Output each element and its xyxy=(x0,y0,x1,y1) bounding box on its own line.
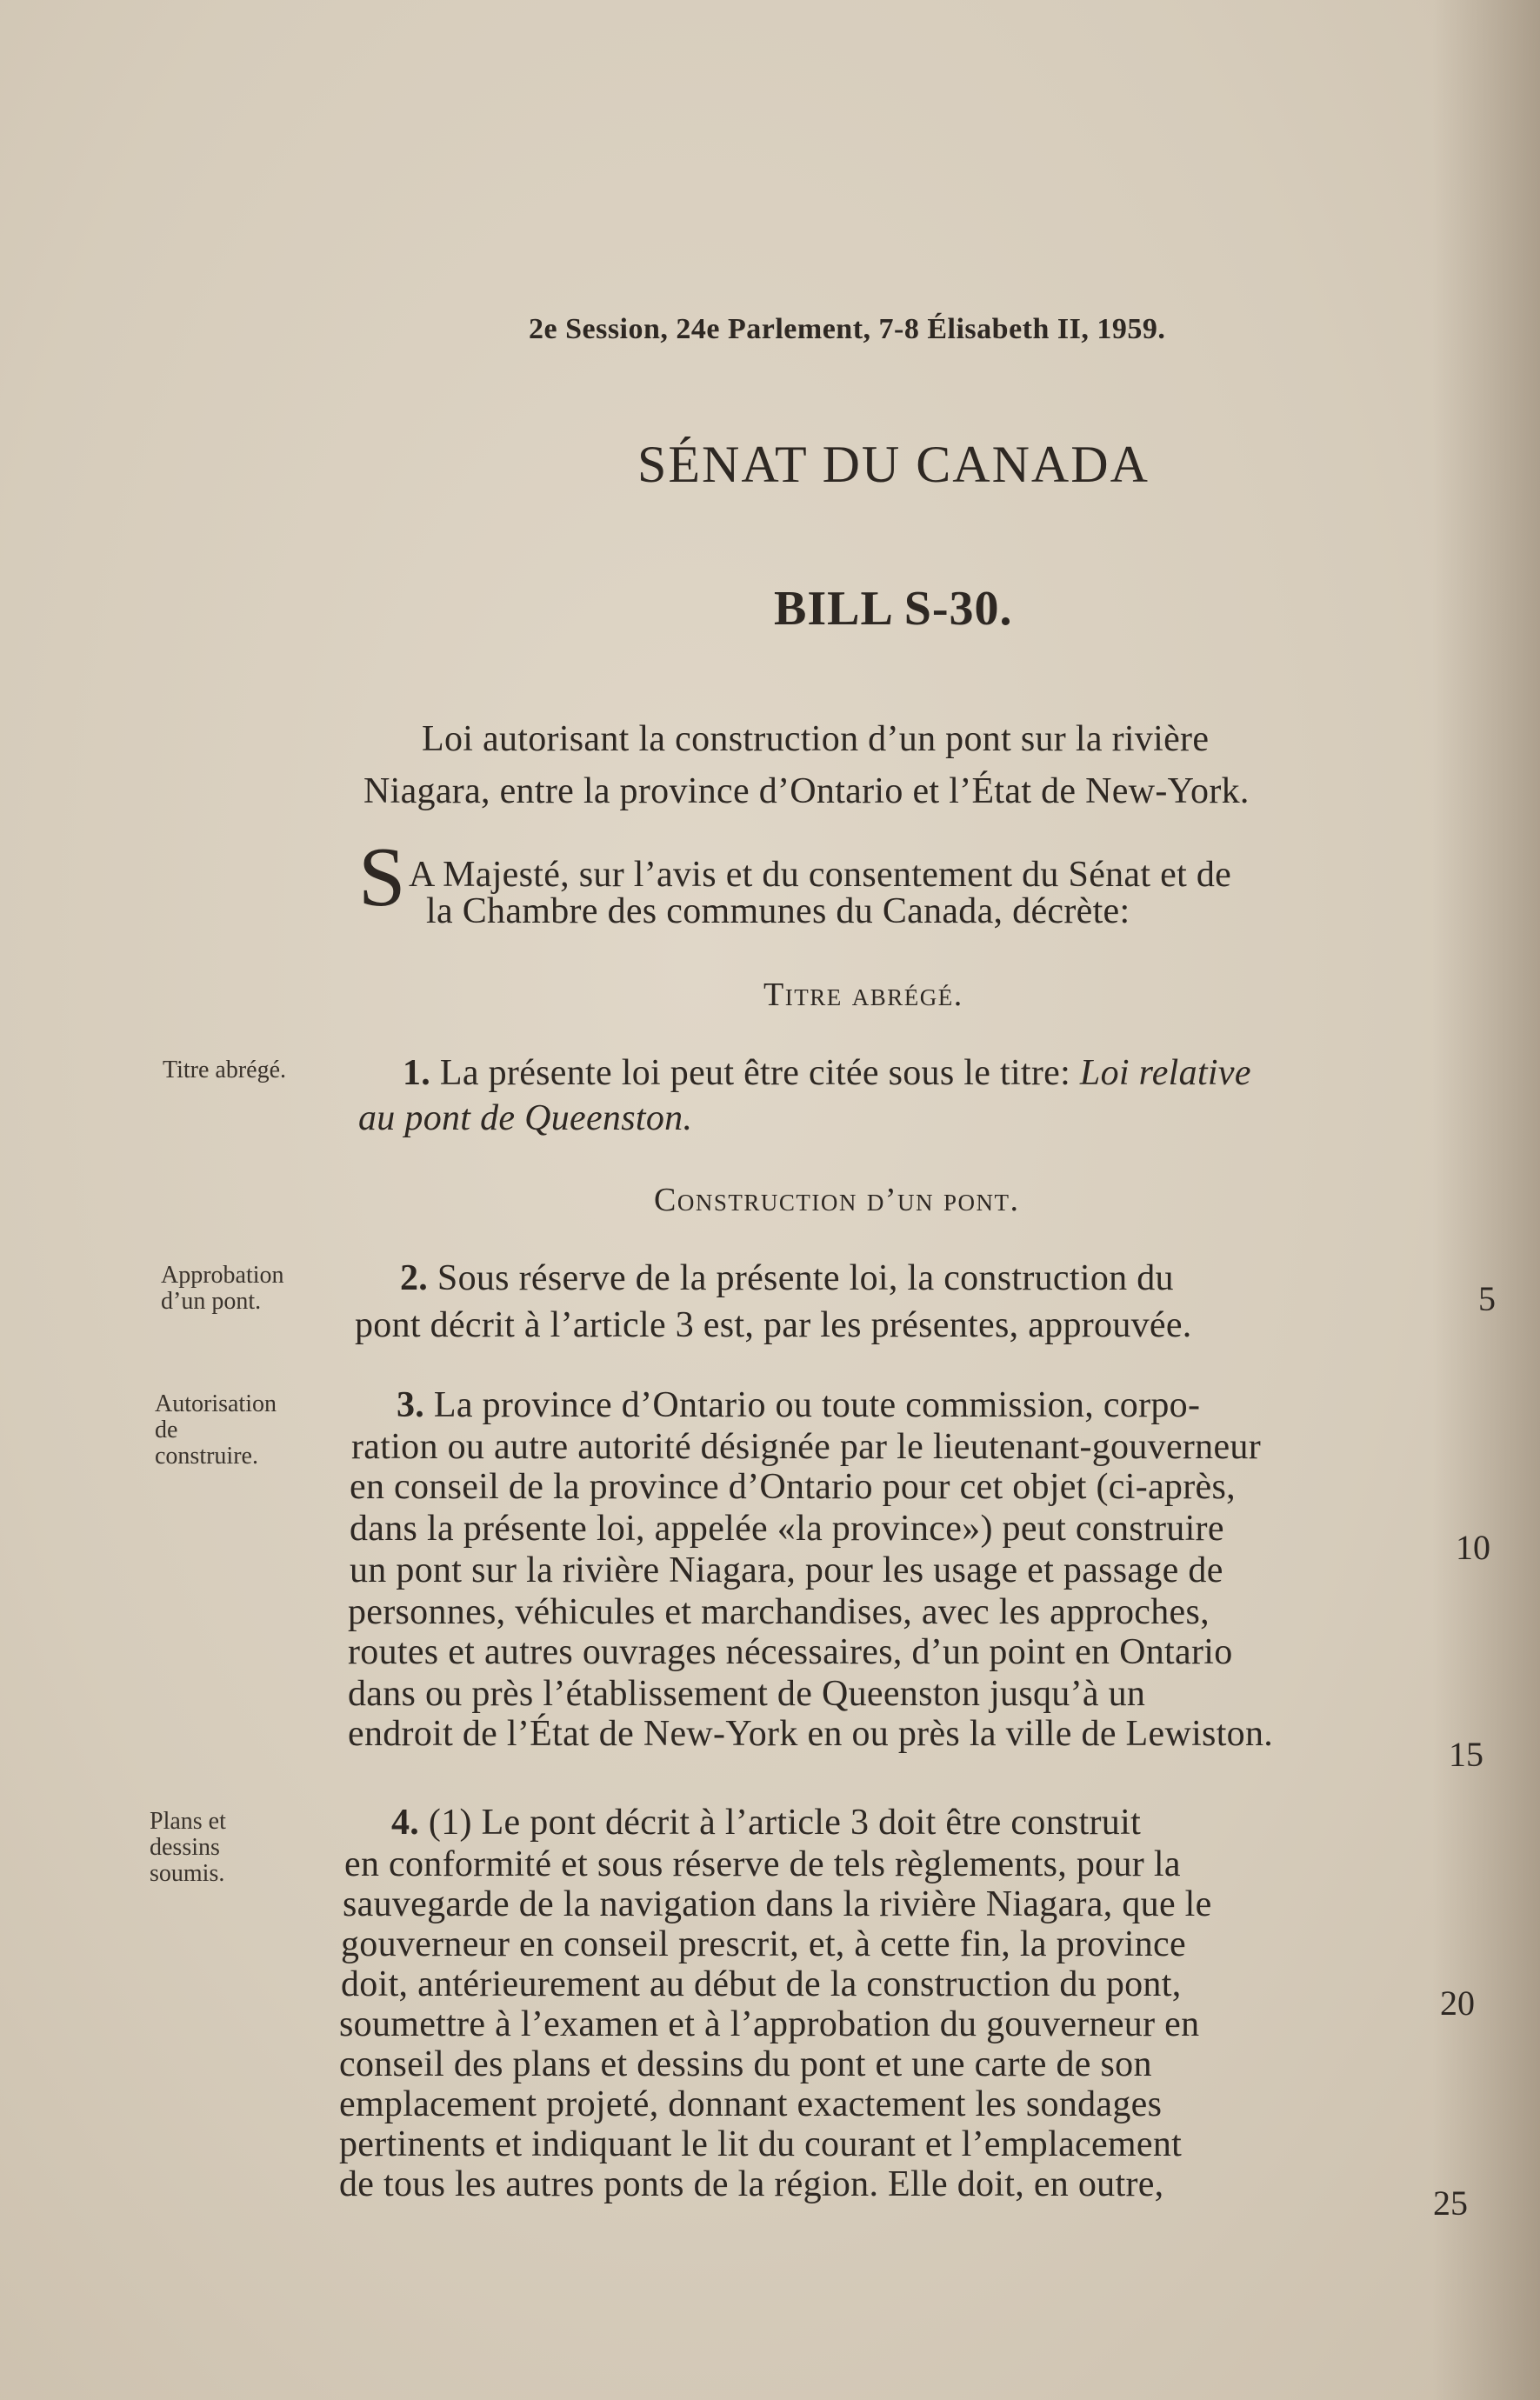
section-4-line-1 xyxy=(391,1802,1141,1843)
section-4-line-3: sauvegarde de la navigation dans la rivière Niagara, que le xyxy=(343,1884,1212,1924)
section-4-line-1-text: (1) Le pont décrit à l’article 3 doit être construit xyxy=(428,1803,1142,1843)
margin-note-4-line-2: dessins xyxy=(150,1834,220,1861)
section-3-line-1-text: La province d’Ontario ou toute commission, corpo- xyxy=(433,1385,1201,1425)
enacting-line-2: la Chambre des communes du Canada, décrète: xyxy=(426,891,1130,931)
margin-note-3-line-3: construire. xyxy=(155,1443,258,1470)
margin-note-2-line-1: Approbation xyxy=(161,1262,284,1289)
section-2-text-1 xyxy=(400,1257,1174,1299)
section-4-line-4: gouverneur en conseil prescrit, et, à cette fin, la province xyxy=(341,1924,1186,1964)
line-number-25: 25 xyxy=(1433,2183,1468,2223)
section-4-line-6: soumettre à l’examen et à l’approbation du gouverneur en xyxy=(339,2004,1200,2044)
line-number-15: 15 xyxy=(1449,1735,1483,1774)
section-3-line-2: ration ou autre autorité désignée par le lieutenant-gouverneur xyxy=(351,1427,1261,1467)
section-4-line-5: doit, antérieurement au début de la construction du pont, xyxy=(341,1964,1182,2004)
margin-note-section-3 xyxy=(155,1391,277,1470)
margin-note-3-line-1: Autorisation xyxy=(155,1390,277,1417)
section-4-line-2: en conformité et sous réserve de tels règlements, pour la xyxy=(344,1844,1181,1884)
section-4-line-8: emplacement projeté, donnant exactement les sondages xyxy=(339,2084,1163,2124)
section-1-short-title-part-1: Loi relative xyxy=(1079,1053,1251,1093)
margin-note-3-line-2: de xyxy=(155,1417,178,1443)
section-2-line-2: pont décrit à l’article 3 est, par les présentes, approuvée. xyxy=(355,1305,1192,1345)
margin-note-section-1: Titre abrégé. xyxy=(163,1057,287,1083)
section-1-short-title-part-2: au pont de Queenston. xyxy=(358,1098,693,1138)
section-1-number: 1. xyxy=(403,1053,431,1093)
enacting-line-1: A Majesté, sur l’avis et du consentement du Sénat et de xyxy=(409,855,1232,895)
long-title-line-1: Loi autorisant la construction d’un pont sur la rivière xyxy=(422,719,1210,759)
section-2-line-1-text: Sous réserve de la présente loi, la construction du xyxy=(437,1258,1174,1298)
drop-cap: S xyxy=(358,830,406,924)
long-title-line-2: Niagara, entre la province d’Ontario et l’État de New-York. xyxy=(363,771,1250,811)
section-3-line-4: dans la présente loi, appelée «la province») peut construire xyxy=(350,1509,1224,1549)
line-number-5: 5 xyxy=(1478,1279,1496,1318)
margin-note-4-line-3: soumis. xyxy=(150,1860,225,1887)
margin-note-2-line-2: d’un pont. xyxy=(161,1288,262,1315)
bill-number: BILL S-30. xyxy=(774,582,1013,636)
section-3-number: 3. xyxy=(397,1385,425,1425)
section-4-number: 4. xyxy=(391,1803,420,1843)
section-3-line-3: en conseil de la province d’Ontario pour cet objet (ci-après, xyxy=(350,1467,1236,1507)
margin-note-section-4 xyxy=(150,1809,226,1887)
session-line: 2e Session, 24e Parlement, 7-8 Élisabeth II, 1959. xyxy=(529,313,1166,345)
section-4-line-10: de tous les autres ponts de la région. Elle doit, en outre, xyxy=(339,2164,1164,2204)
margin-note-4-line-1: Plans et xyxy=(150,1808,226,1835)
section-3-line-8: dans ou près l’établissement de Queenston jusqu’à un xyxy=(348,1674,1146,1714)
section-3-line-9: endroit de l’État de New-York en ou près la ville de Lewiston. xyxy=(348,1714,1274,1754)
section-3-line-7: routes et autres ouvrages nécessaires, d’un point en Ontario xyxy=(348,1632,1233,1672)
heading-bridge-construction: Construction d’un pont. xyxy=(654,1182,1020,1218)
section-1-line-1 xyxy=(403,1052,1251,1094)
line-number-20: 20 xyxy=(1440,1983,1475,2023)
section-3-line-6: personnes, véhicules et marchandises, avec les approches, xyxy=(348,1592,1210,1632)
section-3-line-1 xyxy=(397,1384,1200,1426)
section-4-line-7: conseil des plans et dessins du pont et une carte de son xyxy=(339,2044,1152,2084)
section-3-line-5: un pont sur la rivière Niagara, pour les usage et passage de xyxy=(350,1550,1223,1590)
section-1-text: La présente loi peut être citée sous le titre: xyxy=(439,1053,1071,1093)
section-1-line-2 xyxy=(358,1097,692,1139)
heading-short-title: Titre abrégé. xyxy=(763,977,963,1013)
section-2-line-1 xyxy=(400,1257,1442,1299)
margin-note-section-2 xyxy=(161,1263,284,1315)
section-4-line-9: pertinents et indiquant le lit du courant et l’emplacement xyxy=(339,2124,1183,2164)
chamber-title: SÉNAT DU CANADA xyxy=(637,436,1150,493)
line-number-10: 10 xyxy=(1456,1528,1490,1567)
section-2-number: 2. xyxy=(400,1258,429,1298)
